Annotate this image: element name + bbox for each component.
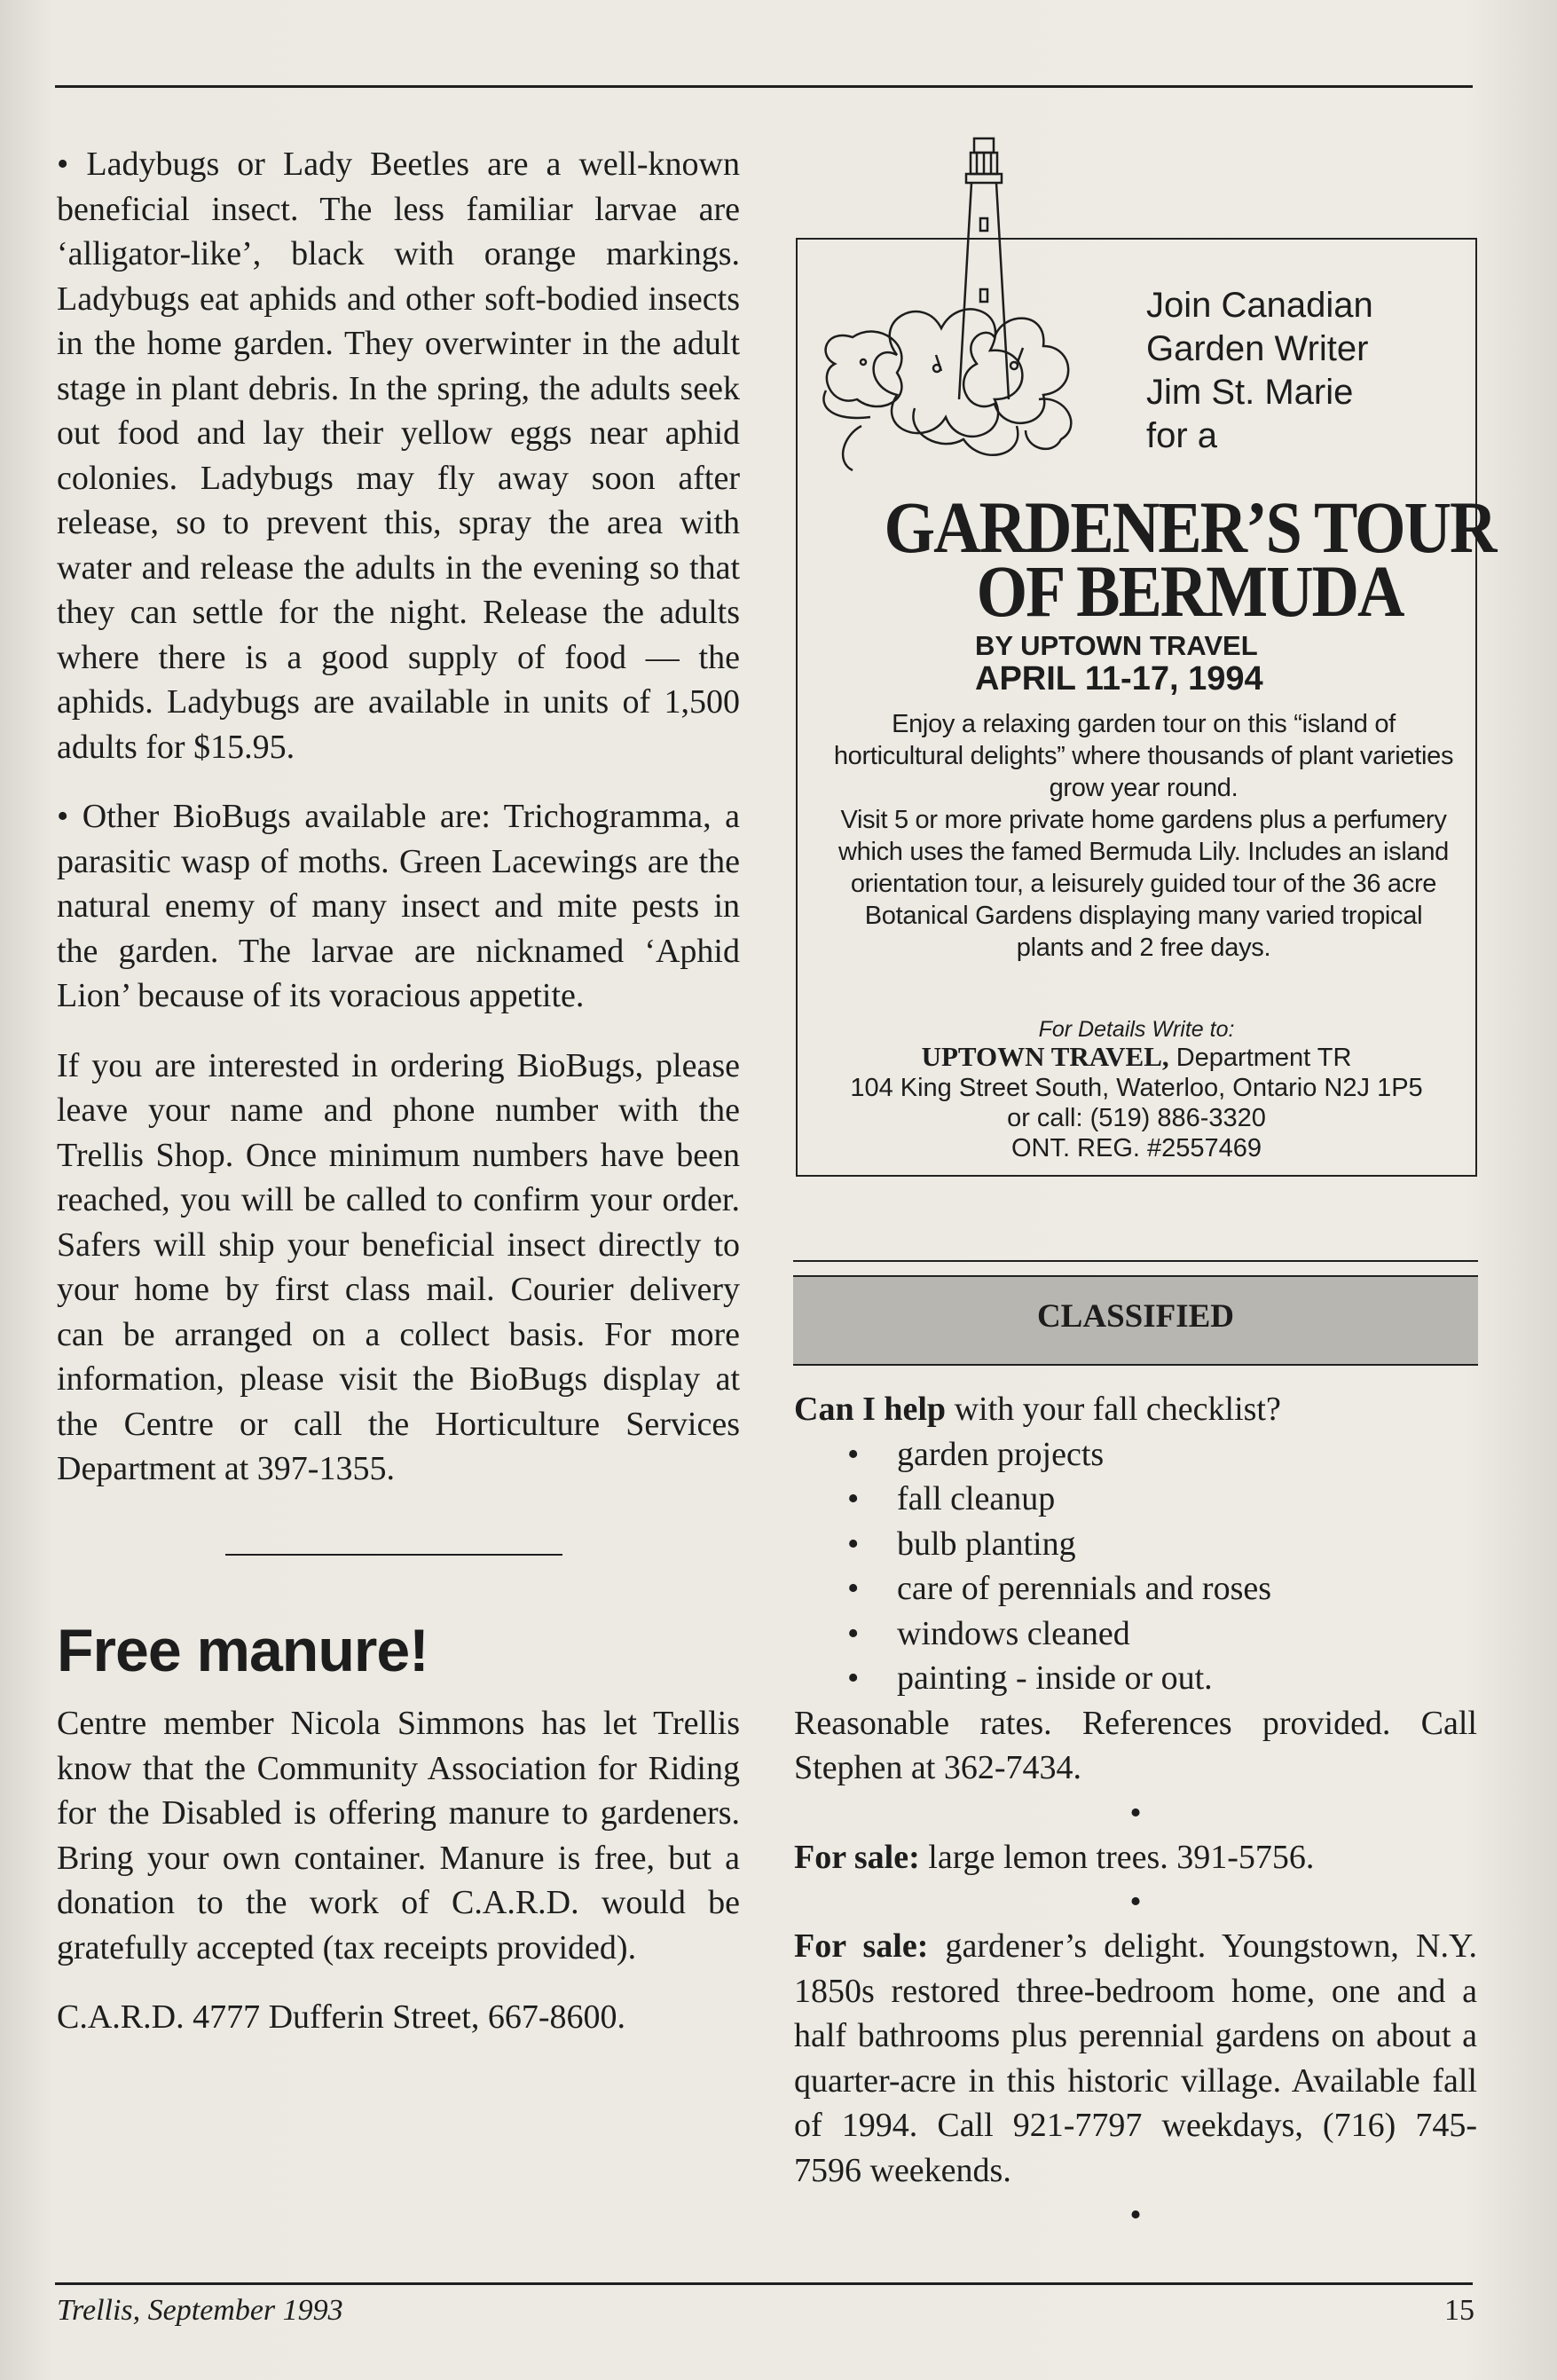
registration-number: ONT. REG. #2557469 — [1010, 1134, 1262, 1162]
separator-dot: • — [1129, 1793, 1142, 1832]
list-item: • bulb planting — [794, 1522, 1477, 1567]
join-line-4: for a — [1146, 416, 1218, 455]
ad-contact-block — [798, 1042, 1475, 1163]
page-number: 15 — [1444, 2294, 1474, 2327]
bermuda-tour-ad — [796, 238, 1496, 1177]
section-divider — [225, 1554, 562, 1556]
ad2-text: large lemon trees. 391-5756. — [919, 1838, 1315, 1876]
left-column — [57, 142, 740, 2040]
mailing-address: 104 King Street South, Waterloo, Ontario N2J 1P5 — [850, 1074, 1423, 1102]
join-line-2: Garden Writer — [1146, 329, 1369, 368]
free-manure-heading: Free manure! — [57, 1616, 429, 1684]
biobugs-paragraph: • Other BioBugs available are: Trichogramma, a parasitic wasp of moths. Green Lacewings are the natural enemy of many insect and mite pests in the garden. The larvae are nicknamed ‘Aphid Lion’ because of its voracious appetite. — [57, 798, 740, 1014]
classified-title: CLASSIFIED — [1036, 1298, 1235, 1335]
ad3-text: gardener’s delight. Youngstown, N.Y. 1850s restored three-bedroom home, one and a half bathrooms plus perennial gardens on about a quarter-acre in this historic village. Available fall of 1994. Call 921-7797 weekdays, (716) 745-7596 weekends. — [794, 1927, 1477, 2189]
join-text — [1146, 284, 1466, 458]
ladybugs-paragraph: • Ladybugs or Lady Beetles are a well-known beneficial insect. The less familiar larvae are ‘alligator-like’, black with orange markings. Ladybugs eat aphids and other soft-bodied insects in the home garden. They overwinter in the adult stage in plant debris. In the spring, the adults seek out food and lay their yellow eggs near aphid colonies. Ladybugs may fly away soon after release, so to prevent this, spray the area with water and release the adults in the evening so that they can settle for the night. Release the adults where there is a good supply of food — the aphids. Ladybugs are available in units of 1,500 adults for $15.95. — [57, 146, 740, 766]
ad3-lead: For sale: — [794, 1927, 929, 1965]
department: Department TR — [1176, 1044, 1352, 1072]
ad2-lead: For sale: — [794, 1838, 920, 1876]
for-details-label: For Details Write to: — [1038, 1017, 1235, 1042]
ad1-question: with your fall checklist? — [946, 1391, 1281, 1428]
ad-title-line-2: OF BERMUDA — [976, 551, 1404, 633]
phone-number: or call: (519) 886-3320 — [1007, 1104, 1266, 1132]
ad1-lead: Can I help — [794, 1391, 947, 1428]
classified-bottom-rule — [793, 1364, 1478, 1366]
checklist — [794, 1432, 1477, 1701]
company-name: UPTOWN TRAVEL, — [921, 1041, 1169, 1072]
top-rule — [55, 85, 1473, 88]
classified-ad-lemon — [794, 1835, 1477, 1880]
publication-footer: Trellis, September 1993 — [57, 2294, 343, 2327]
classified-column — [794, 1387, 1477, 2237]
list-item: • garden projects — [794, 1432, 1477, 1478]
ad-dates: APRIL 11-17, 1994 — [975, 660, 1263, 697]
list-item: • windows cleaned — [794, 1612, 1477, 1657]
separator-dot: • — [1129, 2196, 1142, 2234]
bottom-rule — [55, 2282, 1473, 2285]
join-line-1: Join Canadian — [1146, 286, 1373, 325]
list-item: • painting - inside or out. — [794, 1656, 1477, 1701]
ordering-paragraph: If you are interested in ordering BioBugs, please leave your name and phone number with the Trellis Shop. Once minimum numbers have been reached, you will be called to confirm your order. Safers will ship your beneficial insect directly to your home by first class mail. Courier delivery can be arranged on a collect basis. For more information, please visit the BioBugs display at the Centre or call the Horticulture Services Department at 397-1355. — [57, 1046, 740, 1487]
ad1-closing: Reasonable rates. References provided. Call Stephen at 362-7434. — [794, 1704, 1477, 1786]
separator-dot: • — [1129, 1883, 1142, 1920]
classified-ad-help — [794, 1387, 1477, 1791]
ad-description-1: Enjoy a relaxing garden tour on this “island of horticultural delights” where thousands of plant varieties grow year round. — [833, 710, 1454, 802]
classified-top-rule — [793, 1260, 1478, 1262]
ad-description-2: Visit 5 or more private home gardens plus a perfumery which uses the famed Bermuda Lily. Includes an island orientation tour, a leisurely guided tour of the 36 acre Botanical Gardens displaying many varied tropical plants and 2 free days. — [837, 806, 1449, 962]
lighthouse-hibiscus-illustration — [808, 133, 1128, 506]
card-contact: C.A.R.D. 4777 Dufferin Street, 667-8600. — [57, 1998, 626, 2037]
join-line-3: Jim St. Marie — [1146, 373, 1354, 412]
list-item: • care of perennials and roses — [794, 1566, 1477, 1612]
classified-ad-house — [794, 1924, 1477, 2193]
ad-by-line: BY UPTOWN TRAVEL — [975, 630, 1258, 661]
ad-title-line-1: GARDENER’S TOUR — [884, 487, 1496, 569]
free-manure-body: Centre member Nicola Simmons has let Trellis know that the Community Association for Riding for the Disabled is offering manure to gardeners. Bring your own container. Manure is free, but a donation to the work of C.A.R.D. would be gratefully accepted (tax receipts provided). — [57, 1705, 740, 1966]
list-item: • fall cleanup — [794, 1477, 1477, 1522]
